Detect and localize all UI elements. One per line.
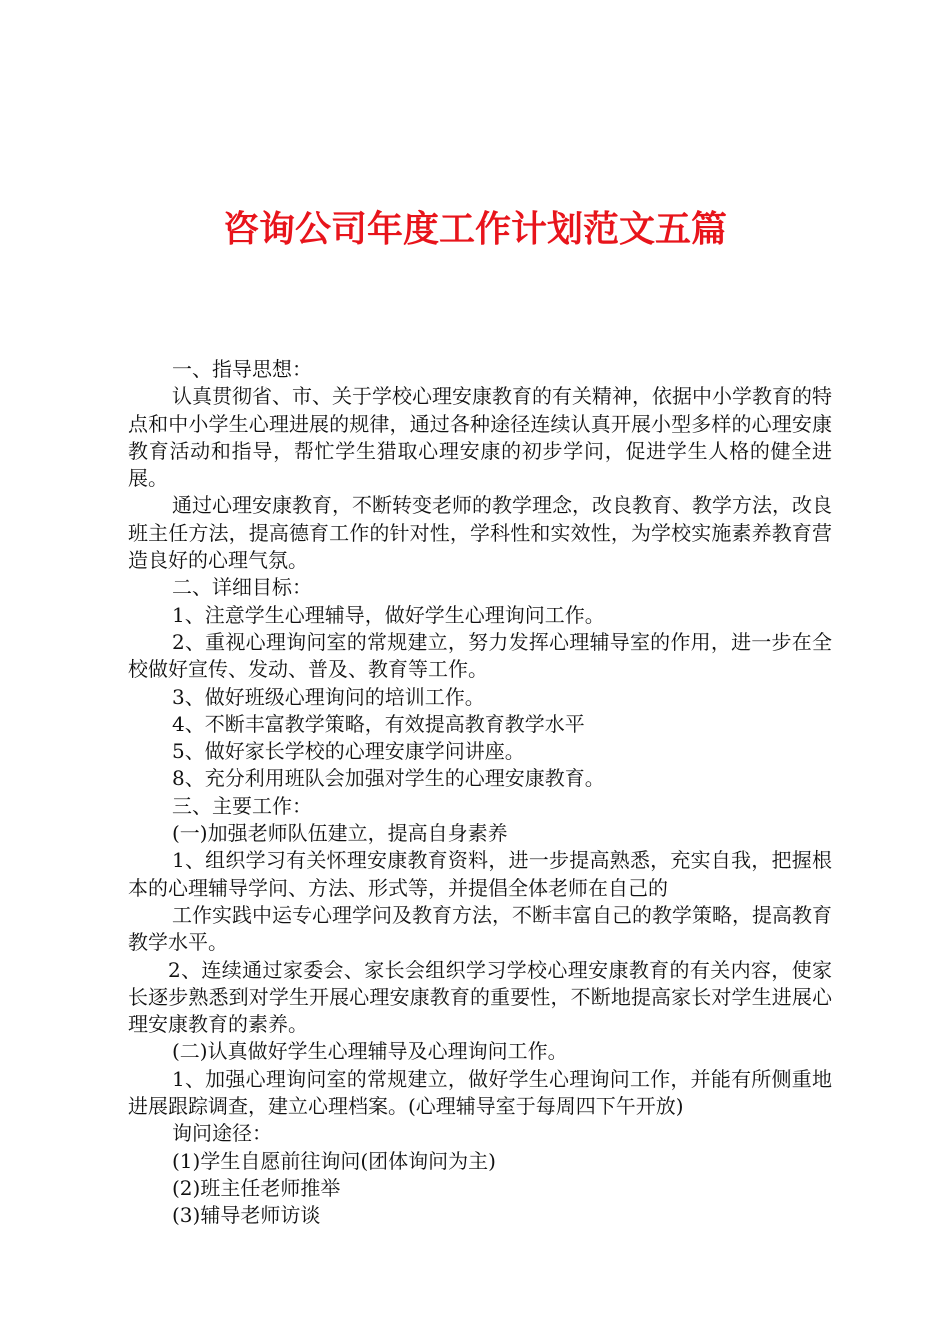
paragraph: 通过心理安康教育，不断转变老师的教学理念，改良教育、教学方法，改良班主任方法，提高德育工作的针对性，学科性和实效性，为学校实施素养教育营造良好的心理气氛。 [128,493,832,573]
paragraph: 1、注意学生心理辅导，做好学生心理询问工作。 [172,602,605,627]
paragraph: 3、做好班级心理询问的培训工作。 [172,684,485,709]
paragraph: 2、重视心理询问室的常规建立，努力发挥心理辅导室的作用，进一步在全校做好宣传、发动、普及、教育等工作。 [128,629,832,682]
paragraph: 5、做好家长学校的心理安康学问讲座。 [172,739,525,764]
paragraph: 认真贯彻省、市、关于学校心理安康教育的有关精神，依据中小学教育的特点和中小学生心理进展的规律，通过各种途径连续认真开展小型多样的心理安康教育活动和指导，帮忙学生猎取心理安康的初步学问，促进学生人格的健全进展。 [128,384,832,491]
paragraph: 一、指导思想： [172,357,312,381]
paragraph: (二)认真做好学生心理辅导及心理询问工作。 [172,1039,568,1064]
document-body [128,356,832,1230]
paragraph: (3)辅导老师访谈 [172,1203,321,1228]
paragraph: 工作实践中运专心理学问及教育方法，不断丰富自己的教学策略，提高教育教学水平。 [128,902,832,955]
paragraph: (一)加强老师队伍建立，提高自身素养 [172,821,508,846]
paragraph: 三、主要工作： [172,793,312,818]
paragraph: 4、不断丰富教学策略，有效提高教育教学水平 [172,711,585,736]
paragraph: 询问途径： [172,1121,272,1146]
paragraph: 1、组织学习有关怀理安康教育资料，进一步提高熟悉，充实自我，把握根本的心理辅导学问、方法、形式等，并提倡全体老师在自己的 [128,848,832,900]
paragraph: 2、连续通过家委会、家长会组织学习学校心理安康教育的有关内容，使家长逐步熟悉到对学生开展心理安康教育的重要性，不断地提高家长对学生进展心理安康教育的素养。 [128,957,832,1037]
paragraph: (1)学生自愿前往询问(团体询问为主) [172,1148,496,1173]
paragraph: 8、充分利用班队会加强对学生的心理安康教育。 [172,766,605,791]
paragraph: (2)班主任老师推举 [172,1175,341,1200]
paragraph: 二、详细目标： [172,575,312,600]
document-title: 咨询公司年度工作计划范文五篇 [222,208,727,250]
paragraph: 1、加强心理询问室的常规建立，做好学生心理询问工作，并能有所侧重地进展跟踪调查，建立心理档案。(心理辅导室于每周四下午开放) [128,1066,832,1119]
